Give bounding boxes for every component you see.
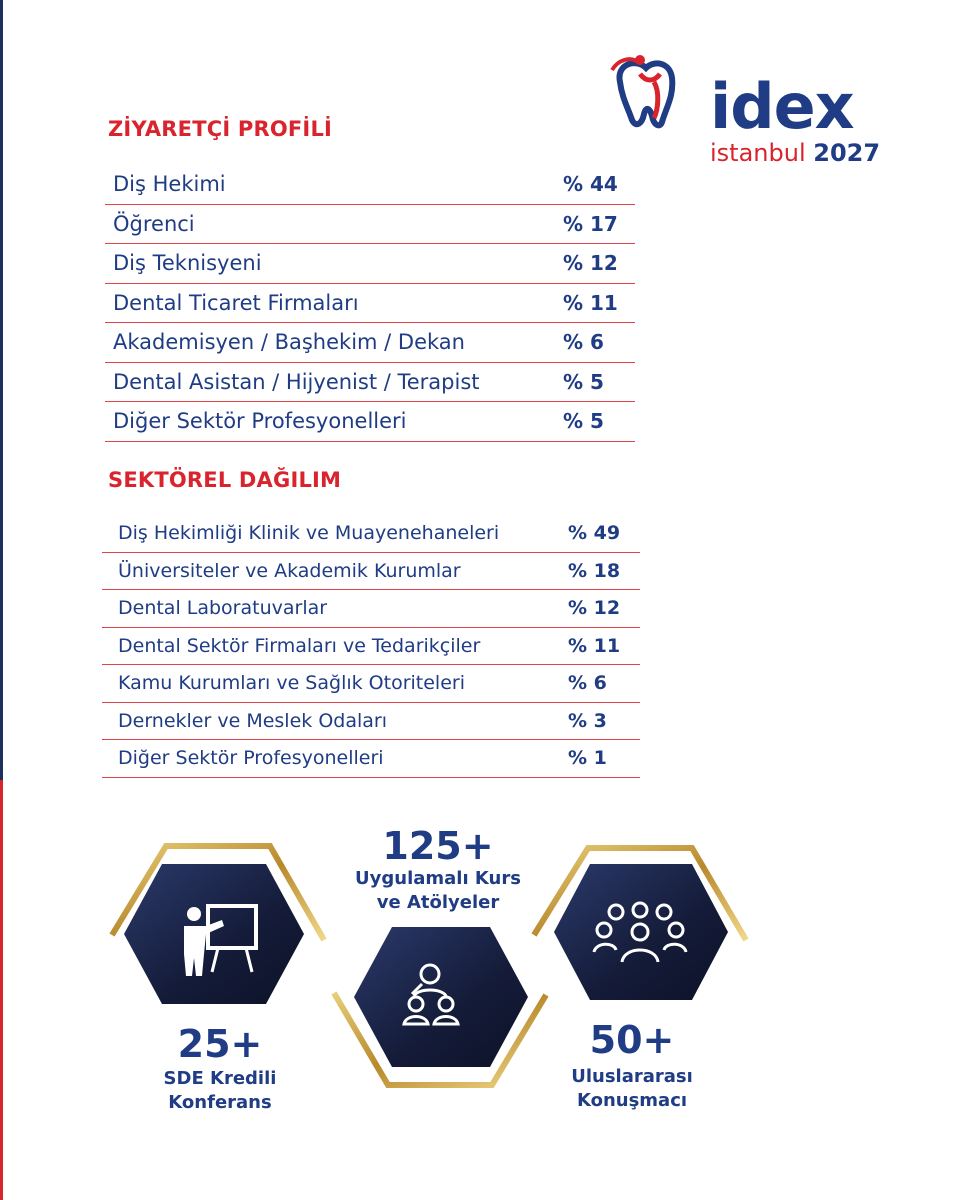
logo-subtitle <box>710 140 880 166</box>
row-percent: % 11 <box>568 634 621 657</box>
table-row <box>105 323 635 363</box>
logo-wordmark: idex <box>710 70 854 143</box>
row-percent: % 17 <box>563 211 618 236</box>
audience-people-icon <box>592 900 688 966</box>
visitor-profile-table <box>105 165 635 442</box>
conference-count: 25+ <box>177 1022 263 1066</box>
row-label: Dental Ticaret Firmaları <box>113 290 359 315</box>
row-percent: % 5 <box>563 409 604 434</box>
conference-label-line2: Konferans <box>168 1092 272 1113</box>
table-row <box>105 165 635 205</box>
table-row <box>102 553 640 591</box>
row-percent: % 6 <box>568 672 607 695</box>
row-percent: % 44 <box>563 172 618 197</box>
row-percent: % 12 <box>568 597 621 620</box>
row-label: Diğer Sektör Profesyonelleri <box>118 747 384 770</box>
table-row <box>102 665 640 703</box>
workshop-group-icon <box>400 960 464 1030</box>
logo-city: istanbul <box>710 139 806 167</box>
row-label: Akademisyen / Başhekim / Dekan <box>113 330 465 355</box>
row-label: Kamu Kurumları ve Sağlık Otoriteleri <box>118 672 465 695</box>
row-percent: % 11 <box>563 290 618 315</box>
idex-logo <box>610 48 910 167</box>
conference-label-line1: SDE Kredili <box>163 1068 277 1089</box>
workshop-label-line2: ve Atölyeler <box>376 892 500 913</box>
row-percent: % 18 <box>568 559 621 582</box>
tooth-logo-icon <box>610 52 710 132</box>
workshop-label-line1: Uygulamalı Kurs <box>355 868 521 889</box>
row-label: Öğrenci <box>113 211 195 236</box>
row-label: Diş Hekimliği Klinik ve Muayenehaneleri <box>118 522 500 545</box>
sector-distribution-title: SEKTÖREL DAĞILIM <box>108 468 342 492</box>
table-row <box>105 205 635 245</box>
table-row <box>105 284 635 324</box>
speaker-count: 50+ <box>589 1018 675 1062</box>
table-row <box>102 628 640 666</box>
table-row <box>102 703 640 741</box>
row-label: Diğer Sektör Profesyonelleri <box>113 409 407 434</box>
row-percent: % 1 <box>568 747 607 770</box>
table-row <box>102 740 640 778</box>
table-row <box>105 363 635 403</box>
visitor-profile-title: ZİYARETÇİ PROFİLİ <box>108 117 333 141</box>
row-percent: % 3 <box>568 709 607 732</box>
table-row <box>102 515 640 553</box>
left-edge-accent <box>0 780 3 1200</box>
table-row <box>105 402 635 442</box>
table-row <box>105 244 635 284</box>
row-label: Dernekler ve Meslek Odaları <box>118 709 387 732</box>
row-label: Dental Asistan / Hijyenist / Terapist <box>113 369 480 394</box>
sector-distribution-table <box>102 515 640 778</box>
speaker-label-line1: Uluslararası <box>571 1066 693 1087</box>
row-label: Dental Laboratuvarlar <box>118 597 328 620</box>
row-percent: % 49 <box>568 522 621 545</box>
logo-year: 2027 <box>813 139 881 167</box>
speaker-label-line2: Konuşmacı <box>576 1090 688 1111</box>
table-row <box>102 590 640 628</box>
row-percent: % 5 <box>563 369 604 394</box>
row-label: Diş Hekimi <box>113 172 226 197</box>
row-label: Üniversiteler ve Akademik Kurumlar <box>118 559 461 582</box>
workshop-count: 125+ <box>382 824 494 868</box>
row-percent: % 12 <box>563 251 618 276</box>
row-label: Diş Teknisyeni <box>113 251 262 276</box>
row-percent: % 6 <box>563 330 604 355</box>
presenter-board-icon <box>178 900 260 980</box>
row-label: Dental Sektör Firmaları ve Tedarikçiler <box>118 634 481 657</box>
